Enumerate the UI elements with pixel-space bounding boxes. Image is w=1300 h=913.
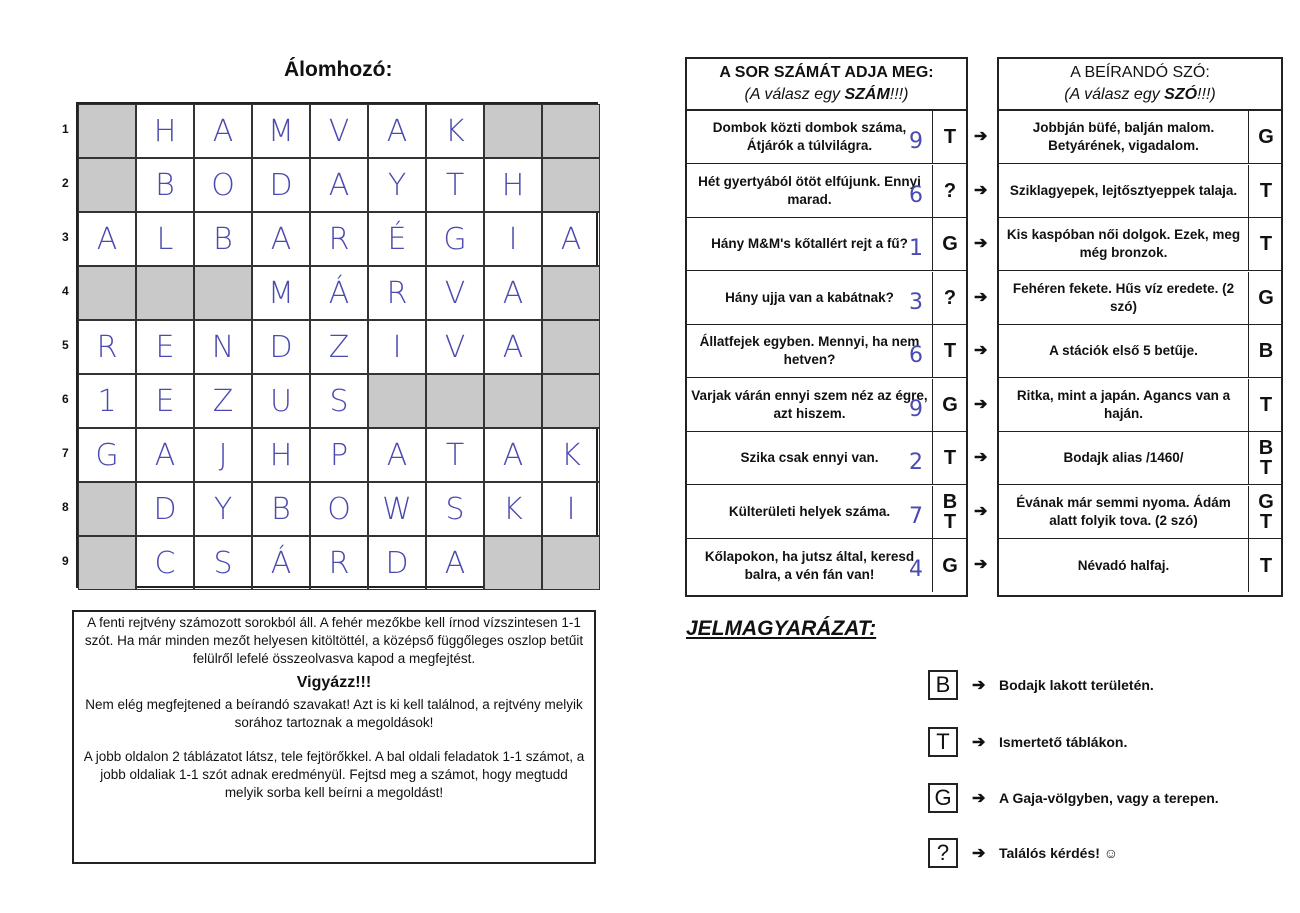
clue-text: Évának már semmi nyoma. Ádám alatt folyik tova. (2 szó): [999, 486, 1249, 538]
number-table-header: [687, 59, 966, 111]
handwritten-answer: 1: [909, 236, 923, 261]
blocked-cell: [484, 104, 542, 158]
letter-cell[interactable]: R: [368, 266, 426, 320]
blocked-cell: [78, 104, 136, 158]
word-clue-row: [999, 539, 1281, 592]
location-code-letter: T: [1259, 179, 1273, 202]
letter-cell[interactable]: D: [252, 158, 310, 212]
letter-cell[interactable]: A: [542, 212, 600, 266]
clue-text: Névadó halfaj.: [999, 539, 1249, 592]
letter-cell[interactable]: K: [426, 104, 484, 158]
letter-cell[interactable]: Á: [252, 536, 310, 590]
word-clue-row: [999, 325, 1281, 378]
location-code-letter: T: [1259, 233, 1273, 255]
location-code: [1250, 379, 1282, 431]
clue-text: Kőlapokon, ha jutsz által, keresd balra, a vén fán van!: [687, 539, 933, 592]
location-code-letter: B: [1258, 437, 1274, 459]
blocked-cell: [368, 374, 426, 428]
location-code: [1250, 272, 1282, 324]
word-clue-table: [997, 57, 1283, 597]
clue-text: Hány ujja van a kabátnak?: [687, 272, 933, 324]
location-code-letter: T: [1259, 457, 1273, 479]
legend-text: Bodajk lakott területén.: [999, 677, 1154, 693]
arrow-right-icon: ➔: [974, 502, 988, 520]
location-code: [1250, 165, 1282, 217]
letter-cell[interactable]: V: [310, 104, 368, 158]
arrow-right-icon: ➔: [972, 677, 986, 694]
instructions-box: [72, 610, 596, 864]
location-code: [934, 111, 966, 163]
letter-cell[interactable]: Y: [368, 158, 426, 212]
letter-cell[interactable]: A: [252, 212, 310, 266]
letter-cell[interactable]: 1: [78, 374, 136, 428]
blocked-cell: [426, 374, 484, 428]
location-code: [934, 165, 966, 217]
location-code-letter: G: [942, 233, 958, 255]
clue-text: Dombok közti dombok száma, Átjárók a túlvilágra.: [687, 111, 933, 163]
clue-text: Varjak várán ennyi szem néz az égre, azt hiszem.: [687, 379, 933, 431]
letter-cell[interactable]: Y: [194, 482, 252, 536]
location-code-letter: T: [943, 510, 957, 533]
arrow-right-icon: ➔: [974, 235, 988, 252]
location-code-letter: G: [1258, 286, 1274, 309]
location-code-letter: T: [943, 340, 957, 362]
arrow-right-icon: ➔: [974, 449, 988, 466]
row-number: 7: [62, 446, 69, 460]
handwritten-answer: 9: [909, 129, 923, 154]
letter-cell[interactable]: B: [252, 482, 310, 536]
blocked-cell: [542, 158, 600, 212]
location-code-letter: T: [943, 126, 957, 148]
number-clue-row: [687, 165, 966, 218]
arrow-right-icon: ➔: [974, 128, 988, 145]
blocked-cell: [542, 266, 600, 320]
clue-text: A stációk első 5 betűje.: [999, 325, 1249, 377]
legend-code-box: B: [928, 670, 958, 700]
letter-cell[interactable]: H: [136, 104, 194, 158]
clue-text: Ritka, mint a japán. Agancs van a haján.: [999, 379, 1249, 431]
location-code-letter: B: [1258, 340, 1274, 362]
handwritten-answer: 6: [909, 182, 923, 208]
letter-cell[interactable]: U: [252, 374, 310, 428]
number-table-subtitle: (A válasz egy SZÁM!!!): [744, 86, 909, 103]
letter-cell[interactable]: I: [368, 320, 426, 374]
word-table-subtitle: (A válasz egy SZÓ!!!): [1064, 86, 1216, 103]
location-code: [934, 272, 966, 324]
row-number: 6: [62, 392, 69, 406]
row-number: 8: [62, 500, 69, 514]
letter-cell[interactable]: K: [542, 428, 600, 482]
legend-text: Ismertető táblákon.: [999, 734, 1128, 750]
clue-text: Bodajk alias /1460/: [999, 432, 1249, 484]
location-code: [934, 325, 966, 377]
letter-cell[interactable]: R: [310, 212, 368, 266]
crossword-grid: [76, 102, 598, 588]
blocked-cell: [78, 158, 136, 212]
blocked-cell: [78, 536, 136, 590]
instructions-paragraph-2: Nem elég megfejtened a beírandó szavakat! Azt is ki kell találnod, a rejtvény melyik sorához tartoznak a megoldások!: [85, 697, 583, 730]
letter-cell[interactable]: E: [136, 320, 194, 374]
letter-cell[interactable]: H: [252, 428, 310, 482]
number-clue-row: [687, 272, 966, 325]
instructions-paragraph-3: A jobb oldalon 2 táblázatot látsz, tele fejtörőkkel. A bal oldali feladatok 1-1 számot, a jobb oldaliak 1-1 szót adnak eredményül. Fejtsd meg a számot, hogy megtudd melyik sorba kell beírni a megoldást!: [83, 749, 585, 800]
word-table-header: [999, 59, 1281, 111]
location-code-letter: T: [1259, 393, 1273, 416]
legend-code-box: T: [928, 727, 958, 757]
word-clue-row: [999, 218, 1281, 271]
letter-cell[interactable]: O: [310, 482, 368, 536]
row-number: 2: [62, 176, 69, 190]
word-clue-row: [999, 486, 1281, 539]
letter-cell[interactable]: Á: [310, 266, 368, 320]
location-code-letter: G: [1258, 126, 1274, 148]
blocked-cell: [484, 374, 542, 428]
letter-cell[interactable]: D: [252, 320, 310, 374]
puzzle-title: Álomhozó:: [284, 58, 393, 81]
clue-text: Fehéren fekete. Hűs víz eredete. (2 szó): [999, 272, 1249, 324]
number-table-title: A SOR SZÁMÁT ADJA MEG:: [719, 64, 934, 81]
clue-text: Kis kaspóban női dolgok. Ezek, meg még bronzok.: [999, 218, 1249, 270]
letter-cell[interactable]: O: [194, 158, 252, 212]
letter-cell[interactable]: Z: [194, 374, 252, 428]
blocked-cell: [78, 266, 136, 320]
number-clue-table: [685, 57, 968, 597]
letter-cell[interactable]: A: [310, 158, 368, 212]
letter-cell[interactable]: R: [310, 536, 368, 590]
letter-cell[interactable]: D: [136, 482, 194, 536]
location-code: [934, 486, 966, 538]
location-code: [1250, 432, 1282, 484]
letter-cell[interactable]: A: [484, 266, 542, 320]
location-code-letter: ?: [943, 286, 957, 309]
blocked-cell: [484, 536, 542, 590]
blocked-cell: [194, 266, 252, 320]
location-code: [934, 218, 966, 270]
blocked-cell: [136, 266, 194, 320]
number-clue-row: [687, 432, 966, 485]
letter-cell[interactable]: A: [426, 536, 484, 590]
arrow-right-icon: ➔: [972, 845, 986, 862]
warning-heading: Vigyázz!!!: [296, 674, 372, 691]
arrow-right-icon: ➔: [972, 790, 986, 807]
location-code: [934, 432, 966, 484]
letter-cell[interactable]: A: [368, 428, 426, 482]
location-code-letter: T: [1259, 554, 1273, 577]
letter-cell[interactable]: Z: [310, 320, 368, 374]
clue-text: Szika csak ennyi van.: [687, 432, 933, 484]
letter-cell[interactable]: W: [368, 482, 426, 536]
location-code: [1250, 218, 1282, 270]
arrow-right-icon: ➔: [974, 556, 988, 573]
arrow-right-icon: ➔: [974, 395, 988, 413]
letter-cell[interactable]: A: [136, 428, 194, 482]
row-number: 4: [62, 284, 69, 298]
letter-cell[interactable]: A: [368, 104, 426, 158]
arrow-right-icon: ➔: [974, 342, 988, 359]
location-code-letter: G: [942, 554, 958, 577]
number-clue-row: [687, 325, 966, 378]
location-code: [1250, 486, 1282, 538]
location-code-letter: ?: [943, 179, 957, 202]
letter-cell[interactable]: V: [426, 320, 484, 374]
word-clue-row: [999, 165, 1281, 218]
letter-cell[interactable]: S: [310, 374, 368, 428]
clue-text: Jobbján büfé, balján malom. Betyárének, vigadalom.: [999, 111, 1249, 163]
letter-cell[interactable]: M: [252, 104, 310, 158]
letter-cell[interactable]: G: [78, 428, 136, 482]
word-clue-row: [999, 379, 1281, 432]
letter-cell[interactable]: I: [484, 212, 542, 266]
legend-title: JELMAGYARÁZAT:: [686, 617, 877, 640]
arrow-right-icon: ➔: [974, 181, 988, 199]
clue-text: Hét gyertyából ötöt elfújunk. Ennyi marad.: [687, 165, 933, 217]
handwritten-answer: 3: [909, 289, 923, 315]
row-number: 9: [62, 554, 69, 568]
word-table-title: A BEÍRANDÓ SZÓ:: [1070, 64, 1210, 81]
location-code-letter: G: [1258, 490, 1274, 513]
number-clue-row: [687, 111, 966, 164]
blocked-cell: [542, 104, 600, 158]
number-clue-row: [687, 379, 966, 432]
word-clue-row: [999, 111, 1281, 164]
arrow-right-icon: ➔: [974, 288, 988, 306]
letter-cell[interactable]: C: [136, 536, 194, 590]
handwritten-answer: 9: [909, 396, 923, 422]
letter-cell[interactable]: A: [78, 212, 136, 266]
letter-cell[interactable]: I: [542, 482, 600, 536]
letter-cell[interactable]: É: [368, 212, 426, 266]
legend-text: Találós kérdés! ☺: [999, 845, 1119, 861]
letter-cell[interactable]: T: [426, 158, 484, 212]
blocked-cell: [542, 374, 600, 428]
clue-text: Hány M&M's kőtallért rejt a fű?: [687, 218, 933, 270]
location-code: [934, 379, 966, 431]
clue-text: Sziklagyepek, lejtősztyeppek talaja.: [999, 165, 1249, 217]
clue-text: Külterületi helyek száma.: [687, 486, 933, 538]
letter-cell[interactable]: V: [426, 266, 484, 320]
letter-cell[interactable]: E: [136, 374, 194, 428]
location-code-letter: B: [942, 490, 958, 513]
word-clue-row: [999, 432, 1281, 485]
blocked-cell: [78, 482, 136, 536]
letter-cell[interactable]: P: [310, 428, 368, 482]
row-number: 5: [62, 338, 69, 352]
arrow-right-icon: ➔: [972, 734, 986, 751]
letter-cell[interactable]: T: [426, 428, 484, 482]
instructions-paragraph-1: A fenti rejtvény számozott sorokból áll. A fehér mezőkbe kell írnod vízszintesen 1-1 szót. Ha már minden mezőt helyesen kitöltöttél, a középső függőleges oszlop betűit felülről lefelé összeolvasva kapod a megfejtést.: [84, 615, 584, 666]
number-clue-row: [687, 218, 966, 271]
letter-cell[interactable]: S: [194, 536, 252, 590]
location-code: [1250, 539, 1282, 592]
handwritten-answer: 7: [909, 503, 923, 529]
location-code-letter: T: [1259, 510, 1273, 533]
row-number: 3: [62, 230, 69, 244]
letter-cell[interactable]: G: [426, 212, 484, 266]
number-clue-row: [687, 486, 966, 539]
letter-cell[interactable]: A: [484, 428, 542, 482]
letter-cell[interactable]: J: [194, 428, 252, 482]
letter-cell[interactable]: A: [194, 104, 252, 158]
location-code: [934, 539, 966, 592]
location-code: [1250, 111, 1282, 163]
blocked-cell: [542, 536, 600, 590]
letter-cell[interactable]: B: [136, 158, 194, 212]
blocked-cell: [542, 320, 600, 374]
row-number: 1: [62, 122, 69, 136]
legend-code-box: ?: [928, 838, 958, 868]
location-code: [1250, 325, 1282, 377]
legend-code-box: G: [928, 783, 958, 813]
letter-cell[interactable]: K: [484, 482, 542, 536]
number-clue-row: [687, 539, 966, 592]
word-clue-row: [999, 272, 1281, 325]
clue-text: Állatfejek egyben. Mennyi, ha nem hetven?: [687, 325, 933, 377]
letter-cell[interactable]: M: [252, 266, 310, 320]
letter-cell[interactable]: S: [426, 482, 484, 536]
handwritten-answer: 6: [909, 343, 923, 368]
letter-cell[interactable]: L: [136, 212, 194, 266]
handwritten-answer: 4: [909, 557, 923, 582]
letter-cell[interactable]: N: [194, 320, 252, 374]
letter-cell[interactable]: B: [194, 212, 252, 266]
letter-cell[interactable]: R: [78, 320, 136, 374]
legend-text: A Gaja-völgyben, vagy a terepen.: [999, 790, 1219, 806]
letter-cell[interactable]: H: [484, 158, 542, 212]
handwritten-answer: 2: [909, 450, 923, 475]
letter-cell[interactable]: D: [368, 536, 426, 590]
location-code-letter: T: [943, 447, 957, 469]
location-code-letter: G: [942, 393, 958, 416]
letter-cell[interactable]: A: [484, 320, 542, 374]
